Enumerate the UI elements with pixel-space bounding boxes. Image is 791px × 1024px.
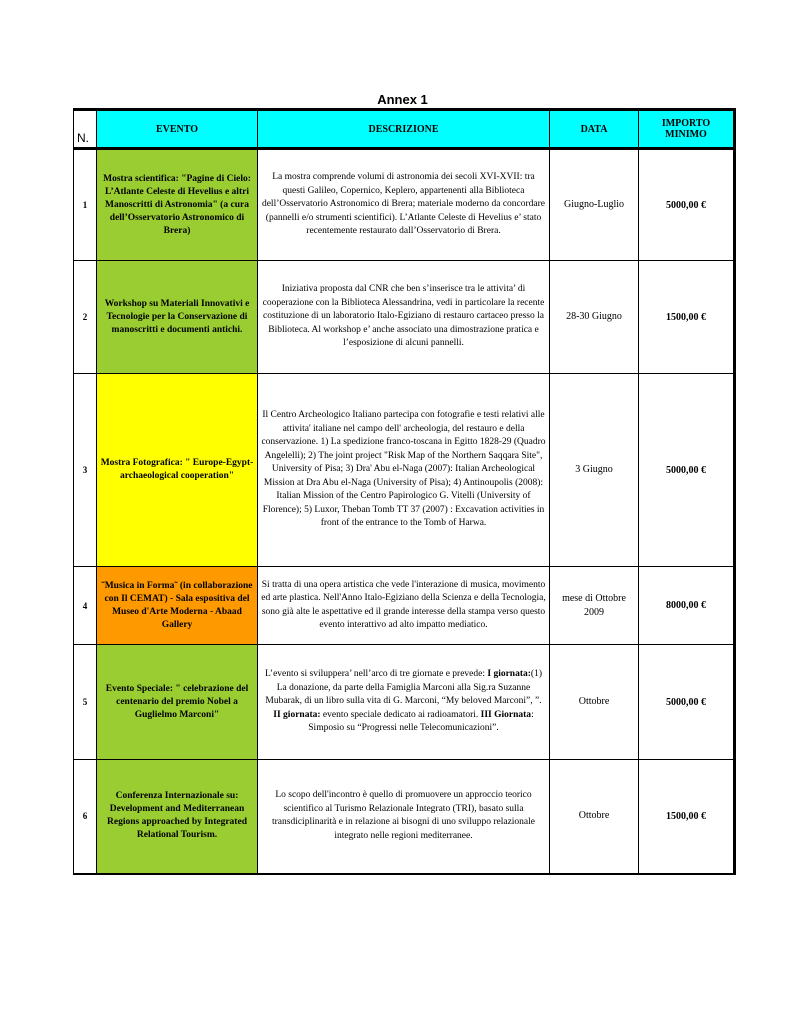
row-number: 5 bbox=[74, 645, 97, 760]
event-amount: 8000,00 € bbox=[639, 567, 735, 645]
header-data: DATA bbox=[550, 110, 639, 149]
desc-text: L’evento si sviluppera’ nell’arco di tre giornate e prevede: bbox=[265, 669, 488, 680]
table-row bbox=[74, 645, 735, 760]
header-descrizione: DESCRIZIONE bbox=[258, 110, 550, 149]
event-description: Il Centro Archeologico Italiano partecipa con fotografie e testi relativi alle attivita' italiane nel campo dell' archeologia, del restauro e della conservazione. 1) La spedizione franco-toscana in Egitto 1828-29 (Quadro Angelelli); 2) The joint project "Risk Map of the Northern Saqqara Site", University of Pisa; 3) Dra' Abu el-Naga (2007): Italian Archeological Mission at Dra Abu el-Naga (University of Pisa); 4) Antinoupolis (2008): Italian Mission of the Centro Papirologico G. Vitelli (University of Florence); 5) Luxor, Theban Tomb TT 37 (2007) : Excavation activities in front of the entrance to the Tomb of Harwa. bbox=[258, 374, 550, 567]
header-n: N. bbox=[74, 110, 97, 149]
event-title: Conferenza Internazionale su: Development and Mediterranean Regions approached by Integrated Relational Tourism. bbox=[97, 760, 258, 874]
table-row bbox=[74, 149, 735, 261]
annex-title: Annex 1 bbox=[377, 92, 428, 107]
row-number: 6 bbox=[74, 760, 97, 874]
event-description: Lo scopo dell'incontro è quello di promuovere un approccio teorico scientifico al Turismo Relazionale Integrato (TRI), basato sulla transdiciplinarità e in relazione ai bisogni di uno sviluppo relazionale integrato nelle regioni mediterranee. bbox=[258, 760, 550, 874]
event-date: Ottobre bbox=[550, 760, 639, 874]
desc-text: evento speciale dedicato ai radioamatori. bbox=[320, 709, 481, 720]
event-date: Ottobre bbox=[550, 645, 639, 760]
event-description bbox=[258, 645, 550, 760]
event-title: Mostra scientifica: "Pagine di Cielo: L’Atlante Celeste di Hevelius e altri Manoscritti di Astronomia" (a cura dell’Osservatorio Astronomico di Brera) bbox=[97, 149, 258, 261]
header-row bbox=[74, 110, 735, 149]
header-evento: EVENTO bbox=[97, 110, 258, 149]
event-description: Iniziativa proposta dal CNR che ben s’inserisce tra le attivita’ di cooperazione con la Biblioteca Alessandrina, vedi in particolare la recente costituzione di un laboratorio Italo-Egiziano di restauro cartaceo presso la Biblioteca. Al workshop e’ anche associato una dimostrazione pratica e l’esposizione di alcuni pannelli. bbox=[258, 261, 550, 374]
desc-bold: II giornata: bbox=[273, 709, 321, 720]
event-date: mese di Ottobre 2009 bbox=[550, 567, 639, 645]
header-importo: IMPORTO MINIMO bbox=[639, 110, 735, 149]
desc-bold: I giornata: bbox=[487, 669, 531, 680]
table-row bbox=[74, 567, 735, 645]
event-date: 28-30 Giugno bbox=[550, 261, 639, 374]
row-number: 2 bbox=[74, 261, 97, 374]
events-table bbox=[73, 108, 736, 875]
event-amount: 1500,00 € bbox=[639, 261, 735, 374]
row-number: 1 bbox=[74, 149, 97, 261]
desc-bold: III Giornata bbox=[480, 709, 532, 720]
event-title: ˜Musica in Forma˜ (in collaborazione con Il CEMAT) - Sala espositiva del Museo d'Arte Moderna - Abaad Gallery bbox=[97, 567, 258, 645]
table-row bbox=[74, 760, 735, 874]
row-number: 3 bbox=[74, 374, 97, 567]
event-description: La mostra comprende volumi di astronomia dei secoli XVI-XVII: tra questi Galileo, Copernico, Keplero, appartenenti alla Biblioteca dell’Osservatorio Astronomico di Brera; materiale moderno da concordare (pannelli e/o strumenti scientifici). L’Atlante Celeste di Hevelius e’ stato recentemente restaurato dall’Osservatorio di Brera. bbox=[258, 149, 550, 261]
event-description: Si tratta di una opera artistica che vede l'interazione di musica, movimento ed arte plastica. Nell'Anno Italo-Egiziano della Scienza e della Tecnologia, sono già alte le aspettative ed il grande interesse della stampa verso questo evento interattivo ad alto impatto mediatico. bbox=[258, 567, 550, 645]
desc-text: (1) La donazione, da parte della Famiglia Marconi alla Sig.ra Suzanne Mubarak, di un libro sulla vita di G. Marconi, “My beloved Marconi”, ”. bbox=[265, 669, 542, 707]
event-amount: 5000,00 € bbox=[639, 645, 735, 760]
event-title: Workshop su Materiali Innovativi e Tecnologie per la Conservazione di manoscritti e documenti antichi. bbox=[97, 261, 258, 374]
event-amount: 5000,00 € bbox=[639, 149, 735, 261]
event-amount: 1500,00 € bbox=[639, 760, 735, 874]
desc-text: : Simposio su “Progressi nelle Telecomunicazioni”. bbox=[308, 709, 534, 734]
event-date: Giugno-Luglio bbox=[550, 149, 639, 261]
table-row bbox=[74, 374, 735, 567]
event-title: Evento Speciale: " celebrazione del centenario del premio Nobel a Guglielmo Marconi" bbox=[97, 645, 258, 760]
table-row bbox=[74, 261, 735, 374]
event-amount: 5000,00 € bbox=[639, 374, 735, 567]
event-date: 3 Giugno bbox=[550, 374, 639, 567]
event-title: Mostra Fotografica: " Europe-Egypt- archaeological cooperation" bbox=[97, 374, 258, 567]
row-number: 4 bbox=[74, 567, 97, 645]
